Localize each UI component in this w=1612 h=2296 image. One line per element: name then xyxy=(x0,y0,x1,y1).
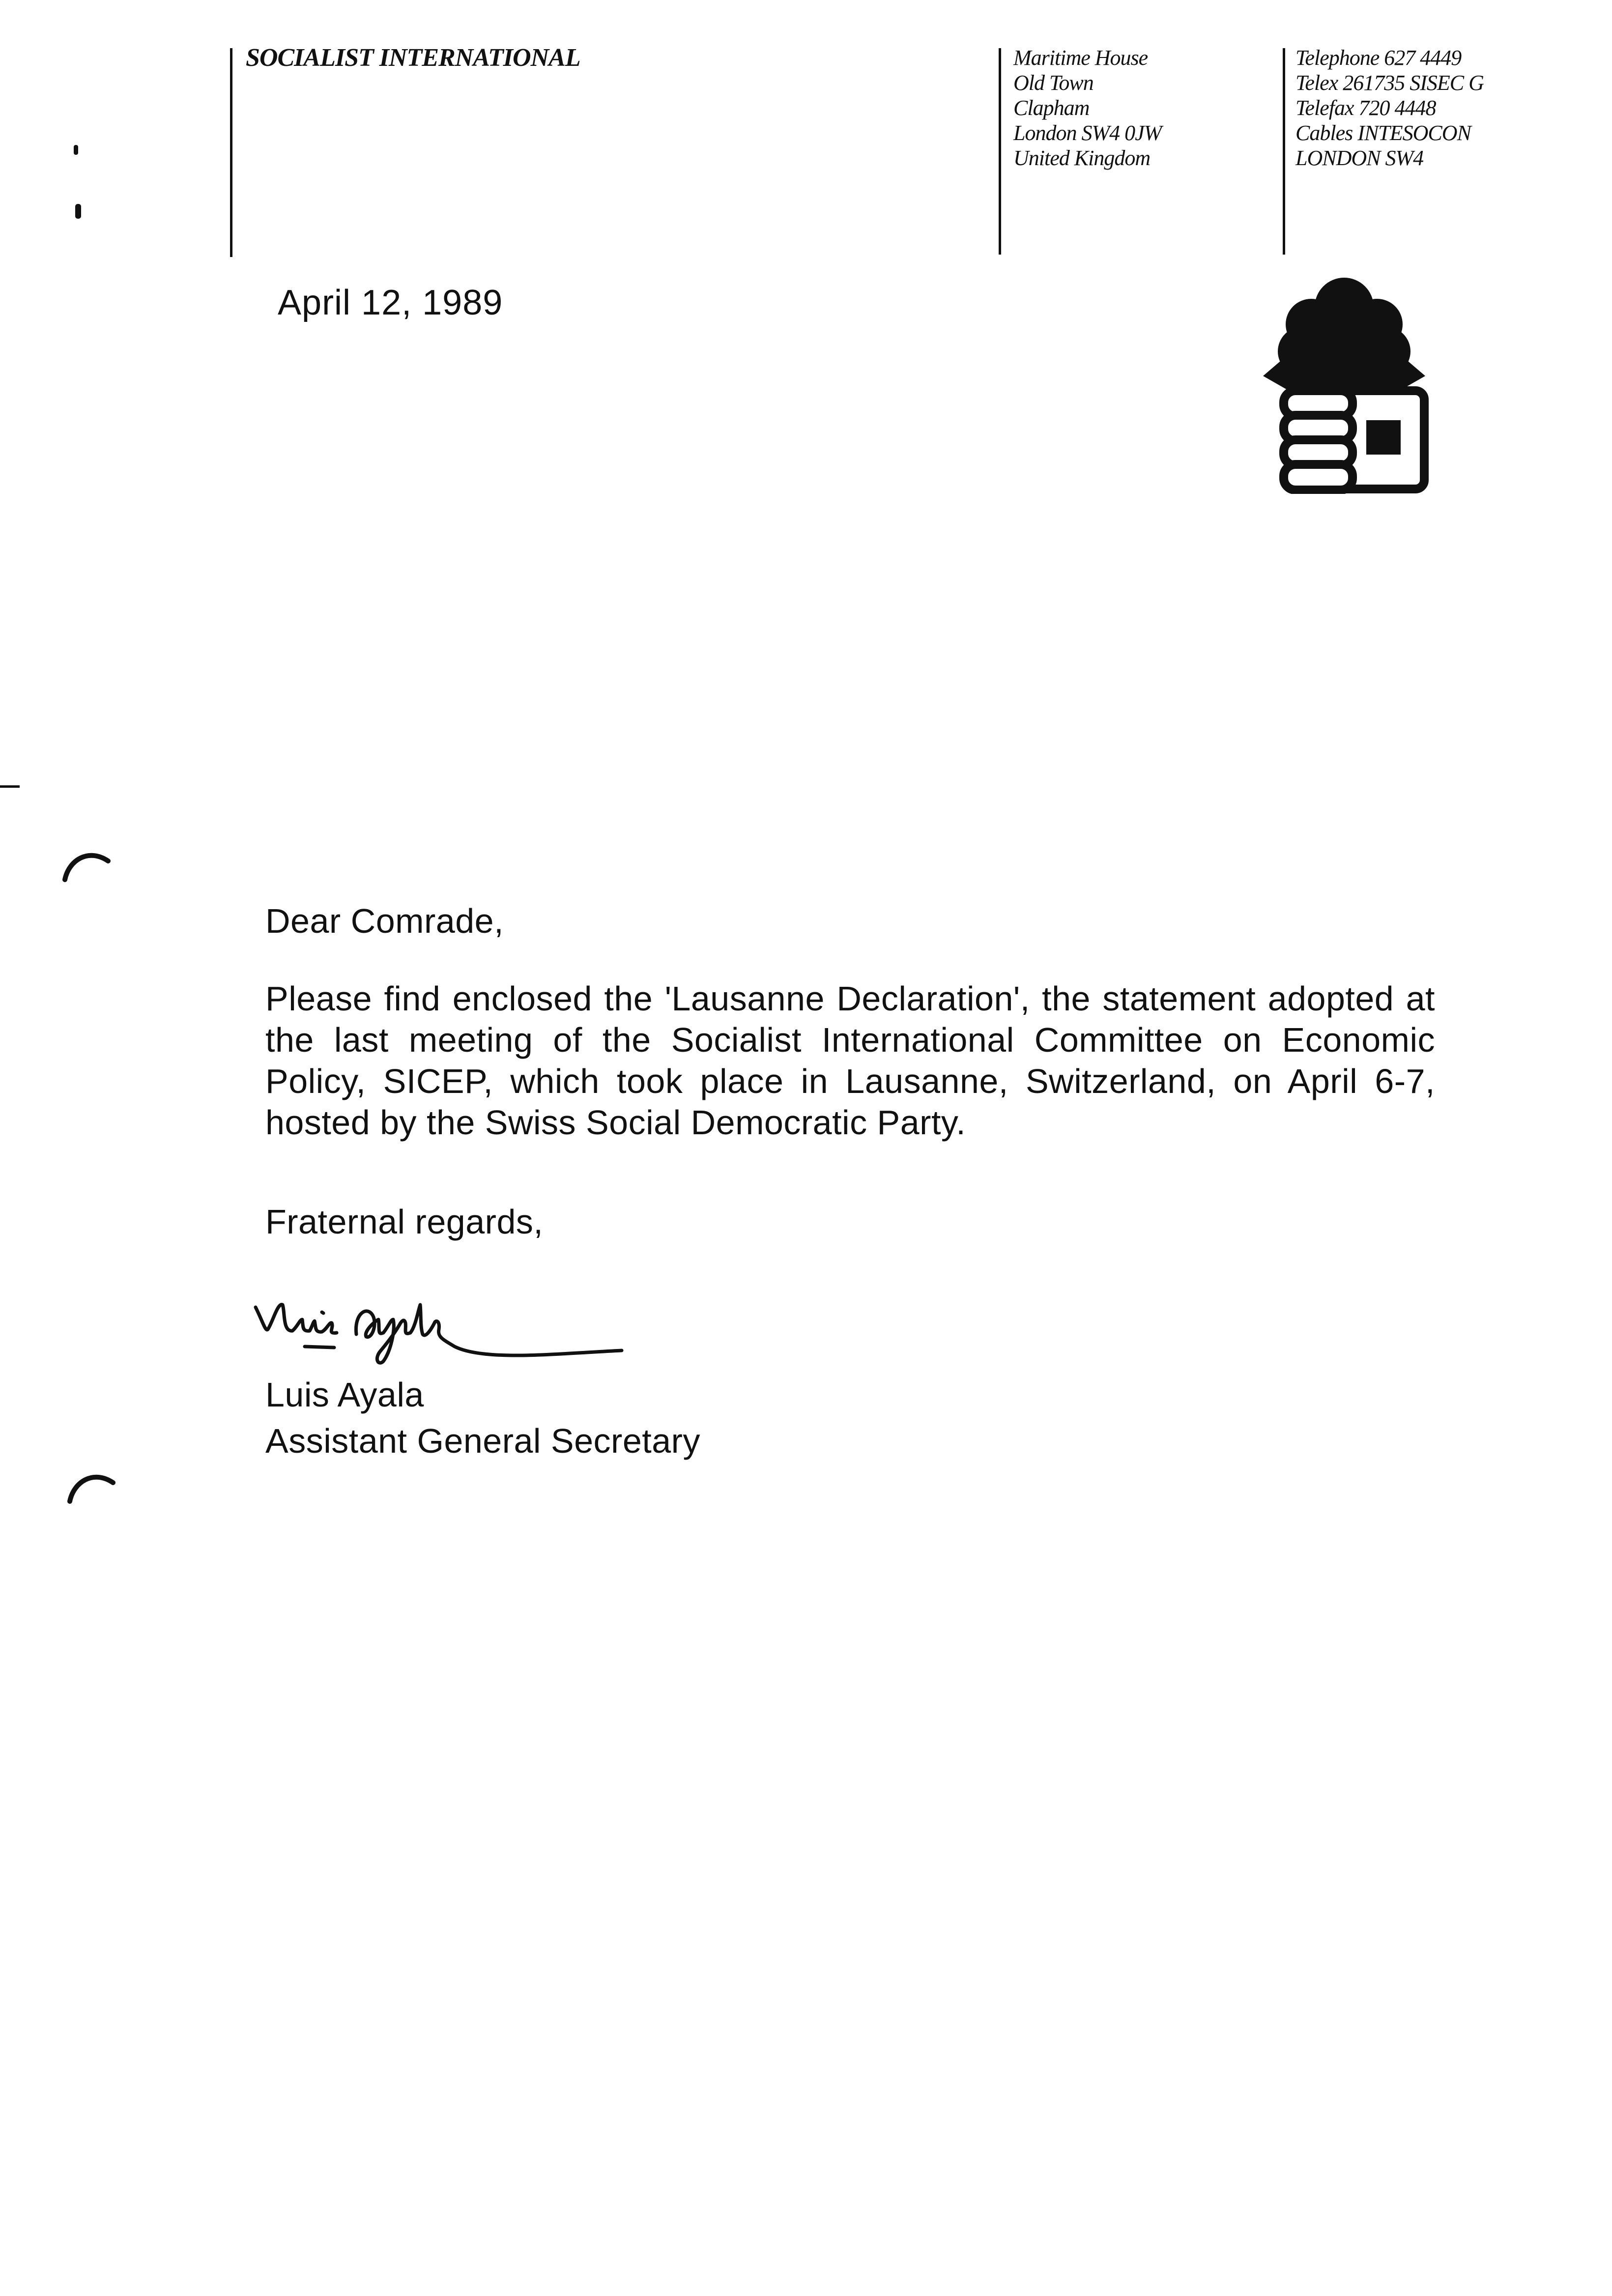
address-line: London SW4 0JW xyxy=(1013,121,1162,145)
punch-mark-bottom xyxy=(64,1462,118,1506)
address-line: Clapham xyxy=(1013,96,1090,120)
closing: Fraternal regards, xyxy=(265,1203,544,1241)
salutation: Dear Comrade, xyxy=(265,902,504,940)
letter-date: April 12, 1989 xyxy=(278,283,503,322)
punch-mark-top xyxy=(59,840,113,885)
margin-dot xyxy=(75,204,81,219)
address-line: Maritime House xyxy=(1013,46,1148,70)
signer-title: Assistant General Secretary xyxy=(265,1422,700,1460)
contact-line: LONDON SW4 xyxy=(1295,146,1424,170)
address-line: United Kingdom xyxy=(1013,146,1151,170)
contact-line: Telephone 627 4449 xyxy=(1295,46,1462,70)
address-block xyxy=(1013,45,1161,171)
address-line: Old Town xyxy=(1013,71,1094,95)
margin-dot xyxy=(74,145,78,155)
letter-body: Please find enclosed the 'Lausanne Declaration', the statement adopted at the last meeting of the Socialist International Committee on Economic Policy, SICEP, which took place in Lausanne, Switzerland, on April 6-7, hosted by the Swiss Social Democratic Party. xyxy=(265,979,1435,1142)
contact-line: Telefax 720 4448 xyxy=(1295,96,1436,120)
contact-line: Telex 261735 SISEC G xyxy=(1295,71,1484,95)
signer-name: Luis Ayala xyxy=(265,1376,424,1414)
fist-rose-logo xyxy=(1253,273,1435,494)
signature xyxy=(248,1292,632,1376)
contact-block xyxy=(1295,45,1484,171)
margin-dash xyxy=(0,785,20,788)
contact-line: Cables INTESOCON xyxy=(1295,121,1471,145)
organization-name: SOCIALIST INTERNATIONAL xyxy=(246,44,580,72)
header-divider-left xyxy=(230,48,232,257)
header-divider-middle xyxy=(999,48,1001,255)
header-divider-right xyxy=(1283,48,1285,255)
